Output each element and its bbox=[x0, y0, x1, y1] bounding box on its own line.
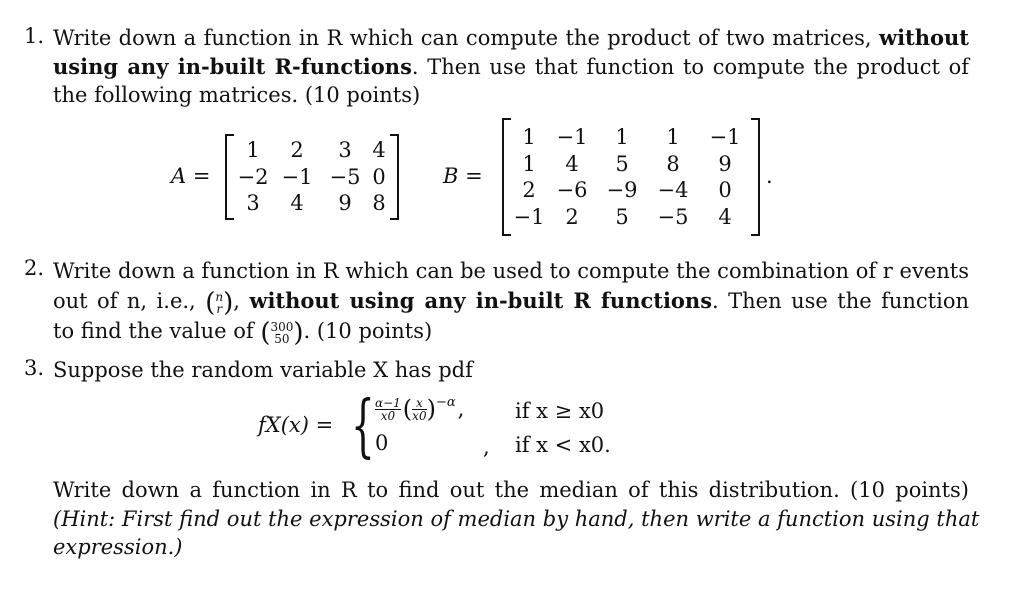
question-3 bbox=[24, 356, 969, 385]
matrix-b-cell-0-0: 1 bbox=[522, 125, 536, 149]
matrix-b-cell-0-3: 1 bbox=[666, 125, 680, 149]
question-2-number: 2. bbox=[24, 256, 45, 280]
matrix-b-cell-3-4: 4 bbox=[718, 204, 732, 229]
matrix-b-cell-2-1: −6 bbox=[556, 178, 588, 202]
q2-line-3: to find the value of ( 300 50 ) . (10 points) bbox=[53, 317, 433, 348]
pdf-equation bbox=[258, 387, 658, 466]
question-2 bbox=[24, 256, 969, 346]
pdf-case-1: $\frac{\alpha-1}{x0}$ ( $\frac{x}{x0}$ ) −α , bbox=[375, 395, 465, 423]
pdf-case-2-comma: , bbox=[483, 435, 490, 459]
matrix-b-cell-2-2: −9 bbox=[606, 178, 638, 202]
matrix-a-label: A = bbox=[171, 164, 211, 188]
matrix-a-cell-1-3: 0 bbox=[372, 164, 386, 189]
matrix-a-cell-0-0: 1 bbox=[246, 138, 260, 163]
binom-300-50: ( 300 50 ) bbox=[260, 317, 304, 348]
pdf-condition-1: if x ≥ x0 bbox=[515, 399, 605, 423]
matrix-a-cell-0-2: 3 bbox=[338, 138, 352, 163]
matrix-b-cell-0-4: −1 bbox=[709, 125, 741, 149]
q3-line-1: Suppose the random variable X has pdf bbox=[53, 358, 473, 382]
question-1 bbox=[24, 24, 969, 110]
matrix-b-cell-1-1: 4 bbox=[565, 151, 579, 176]
matrix-b bbox=[502, 118, 760, 236]
pdf-condition-2: if x < x0. bbox=[515, 433, 611, 457]
q2-line-1: Write down a function in R which can be used to compute the combination of r events bbox=[53, 259, 969, 283]
matrix-b-label: B = bbox=[443, 164, 483, 188]
matrix-a bbox=[225, 134, 399, 220]
q3-hint-1: (Hint: First find out the expression of median by hand, then write a function using that bbox=[53, 506, 980, 531]
matrix-b-cell-3-2: 5 bbox=[615, 204, 629, 229]
matrix-b-cell-3-0: −1 bbox=[513, 204, 545, 229]
matrix-b-cell-2-3: −4 bbox=[657, 178, 689, 202]
matrix-b-cell-1-3: 8 bbox=[666, 151, 680, 176]
question-1-number: 1. bbox=[24, 24, 45, 48]
pdf-lhs: fX(x) = bbox=[258, 413, 334, 437]
q1-line-3: the following matrices. (10 points) bbox=[53, 83, 421, 107]
matrices bbox=[0, 118, 1024, 238]
q3-hint-2: expression.) bbox=[53, 535, 183, 559]
q1-line-2: using any in-built R-functions. Then use that function to compute the product of bbox=[53, 53, 969, 79]
q3-line-2: Write down a function in R to find out the median of this distribution. (10 points) bbox=[53, 478, 969, 502]
matrix-b-cell-1-0: 1 bbox=[522, 151, 536, 176]
q2-line-2: out of n, i.e., ( n r ) , without using any in-built R functions. Then use the function bbox=[53, 287, 969, 318]
matrix-b-cell-2-4: 0 bbox=[718, 178, 732, 202]
pdf-case-2-value: 0 bbox=[375, 431, 389, 455]
matrix-a-cell-1-0: −2 bbox=[237, 164, 269, 189]
binom-n-r: ( n r ) bbox=[205, 287, 234, 318]
question-3-number: 3. bbox=[24, 356, 45, 380]
matrix-b-cell-3-1: 2 bbox=[565, 204, 579, 229]
matrix-a-cell-0-1: 2 bbox=[290, 138, 304, 163]
matrix-b-cell-1-4: 9 bbox=[718, 151, 732, 176]
matrix-b-cell-0-2: 1 bbox=[615, 125, 629, 149]
matrix-a-cell-2-3: 8 bbox=[372, 191, 386, 216]
matrix-b-cell-2-0: 2 bbox=[522, 178, 536, 202]
question-3-continued bbox=[24, 476, 980, 562]
matrix-a-cell-2-1: 4 bbox=[290, 191, 304, 216]
pdf-brace: { bbox=[351, 387, 375, 466]
matrix-a-cell-0-3: 4 bbox=[372, 138, 386, 163]
matrix-trailing-period: . bbox=[766, 164, 773, 188]
matrix-a-cell-2-0: 3 bbox=[246, 191, 260, 216]
matrix-a-cell-2-2: 9 bbox=[338, 191, 352, 216]
matrix-b-cell-3-3: −5 bbox=[657, 204, 689, 229]
matrix-b-cell-0-1: −1 bbox=[556, 125, 588, 149]
matrix-a-cell-1-2: −5 bbox=[329, 164, 361, 189]
matrix-a-cell-1-1: −1 bbox=[281, 164, 313, 189]
q1-line-1: Write down a function in R which can compute the product of two matrices, without bbox=[53, 25, 969, 50]
matrix-b-cell-1-2: 5 bbox=[615, 151, 629, 176]
